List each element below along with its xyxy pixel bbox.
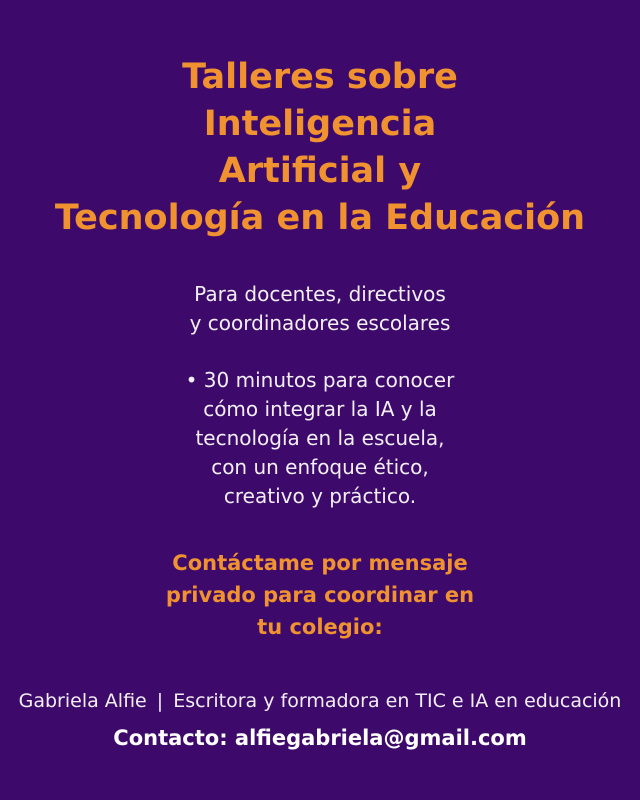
poster-title: [0, 54, 640, 242]
call-to-action: [166, 547, 474, 643]
title-line-3: Artificial y: [218, 151, 422, 191]
bullet-line-5: creativo y práctico.: [223, 484, 417, 508]
author-role: Escritora y formadora en TIC e IA en educación: [173, 690, 622, 712]
title-line-2: Inteligencia: [203, 104, 437, 144]
footer-contact: Contacto: alfiegabriela@gmail.com: [113, 726, 527, 750]
cta-line-3: tu colegio:: [257, 615, 383, 639]
workshop-description: [186, 366, 455, 511]
bullet-line-3: tecnología en la escuela,: [195, 426, 445, 450]
footer-credit: [0, 690, 640, 712]
audience-line-1: Para docentes, directivos: [194, 282, 446, 306]
audience-line-2: y coordinadores escolares: [189, 311, 451, 335]
target-audience: [190, 280, 451, 338]
bullet-line-4: con un enfoque ético,: [211, 455, 429, 479]
author-name: Gabriela Alfie: [18, 690, 147, 712]
cta-line-2: privado para coordinar en: [165, 583, 475, 607]
title-line-4: Tecnología en la Educación: [54, 198, 586, 238]
footer-separator: |: [156, 690, 164, 712]
bullet-line-2: cómo integrar la IA y la: [203, 397, 437, 421]
title-line-1: Talleres sobre: [182, 57, 458, 97]
bullet-line-1: • 30 minutos para conocer: [185, 368, 455, 392]
cta-line-1: Contáctame por mensaje: [172, 551, 468, 575]
